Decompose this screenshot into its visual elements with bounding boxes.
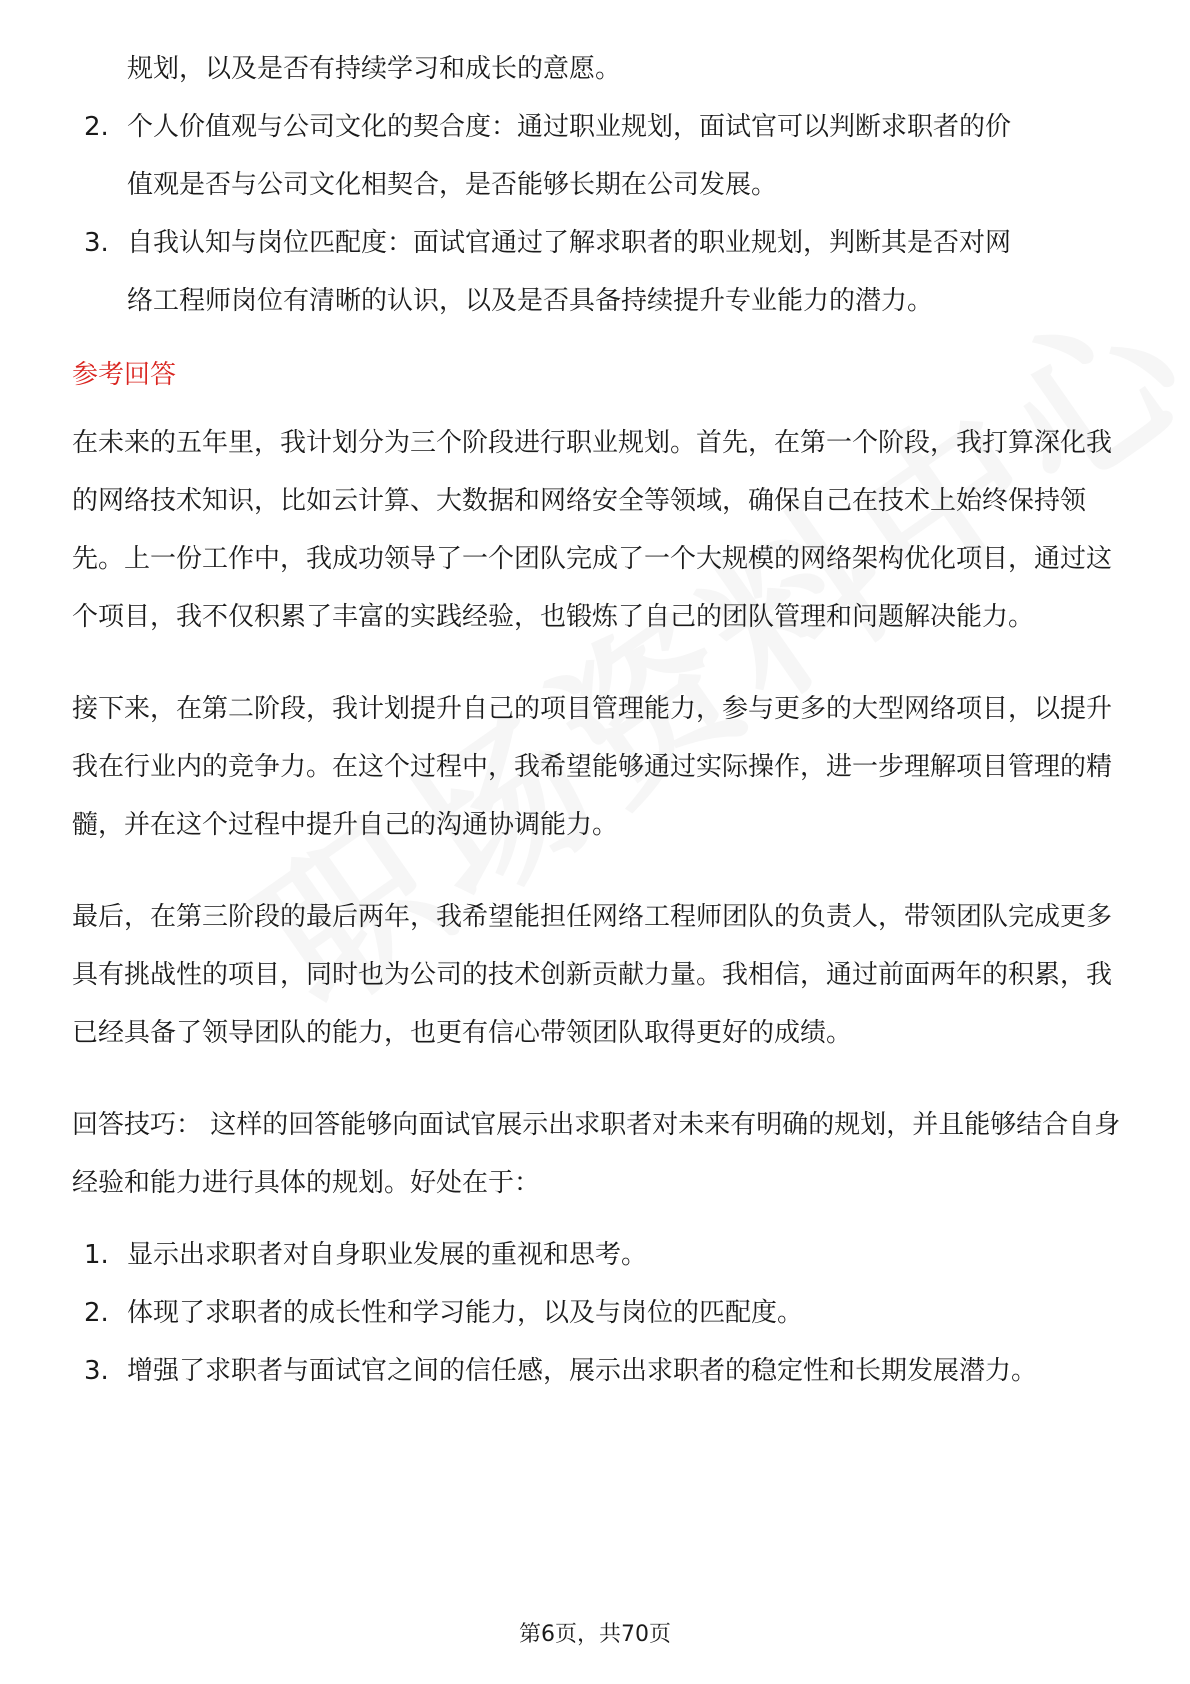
list-item-text: 显示出求职者对自身职业发展的重视和思考。 (127, 1240, 648, 1270)
list-number: 2. (84, 1298, 109, 1328)
page-footer: 第6页，共70页 (519, 1622, 671, 1647)
list-item-text-line: 值观是否与公司文化相契合，是否能够长期在公司发展。 (127, 170, 778, 200)
list-item-continuation-line (72, 272, 1128, 330)
list-item (72, 1284, 1128, 1342)
list-item-continuation-line (72, 156, 1128, 214)
benefits-list (72, 1226, 1128, 1400)
list-item-text-line: 自我认知与岗位匹配度：面试官通过了解求职者的职业规划，判断其是否对网 (127, 228, 1012, 258)
list-item (72, 214, 1128, 272)
list-number: 1. (84, 1240, 109, 1270)
list-item-text-line: 个人价值观与公司文化的契合度：通过职业规划，面试官可以判断求职者的价 (127, 112, 1012, 142)
answer-paragraph-1: 在未来的五年里，我计划分为三个阶段进行职业规划。首先，在第一个阶段，我打算深化我的网络技术知识，比如云计算、大数据和网络安全等领域，确保自己在技术上始终保持领先。上一份工作中，我成功领导了一个团队完成了一个大规模的网络架构优化项目，通过这个项目，我不仅积累了丰富的实践经验，也锻炼了自己的团队管理和问题解决能力。 (72, 428, 1113, 632)
list-number: 3. (84, 1356, 109, 1386)
list-item (72, 98, 1128, 156)
list-item-text: 体现了求职者的成长性和学习能力，以及与岗位的匹配度。 (127, 1298, 804, 1328)
answer-paragraph-2: 接下来，在第二阶段，我计划提升自己的项目管理能力，参与更多的大型网络项目，以提升我在行业内的竞争力。在这个过程中，我希望能够通过实际操作，进一步理解项目管理的精髓，并在这个过程中提升自己的沟通协调能力。 (72, 694, 1113, 840)
list-item-text-line: 络工程师岗位有清晰的认识，以及是否具备持续提升专业能力的潜力。 (127, 286, 934, 316)
criteria-list (72, 98, 1128, 330)
list-item (72, 1342, 1128, 1400)
section-heading: 参考回答 (72, 360, 177, 390)
list-item-continuation: 规划，以及是否有持续学习和成长的意愿。 (127, 54, 622, 84)
tips-paragraph: 回答技巧： 这样的回答能够向面试官展示出求职者对未来有明确的规划，并且能够结合自身经验和能力进行具体的规划。好处在于： (72, 1110, 1121, 1198)
list-item (72, 1226, 1128, 1284)
list-item-text: 增强了求职者与面试官之间的信任感，展示出求职者的稳定性和长期发展潜力。 (127, 1356, 1038, 1386)
document-page (72, 40, 1128, 1400)
list-number: 2. (84, 112, 109, 142)
list-number: 3. (84, 228, 109, 258)
answer-paragraph-3: 最后，在第三阶段的最后两年，我希望能担任网络工程师团队的负责人，带领团队完成更多具有挑战性的项目，同时也为公司的技术创新贡献力量。我相信，通过前面两年的积累，我已经具备了领导团队的能力，也更有信心带领团队取得更好的成绩。 (72, 902, 1113, 1048)
